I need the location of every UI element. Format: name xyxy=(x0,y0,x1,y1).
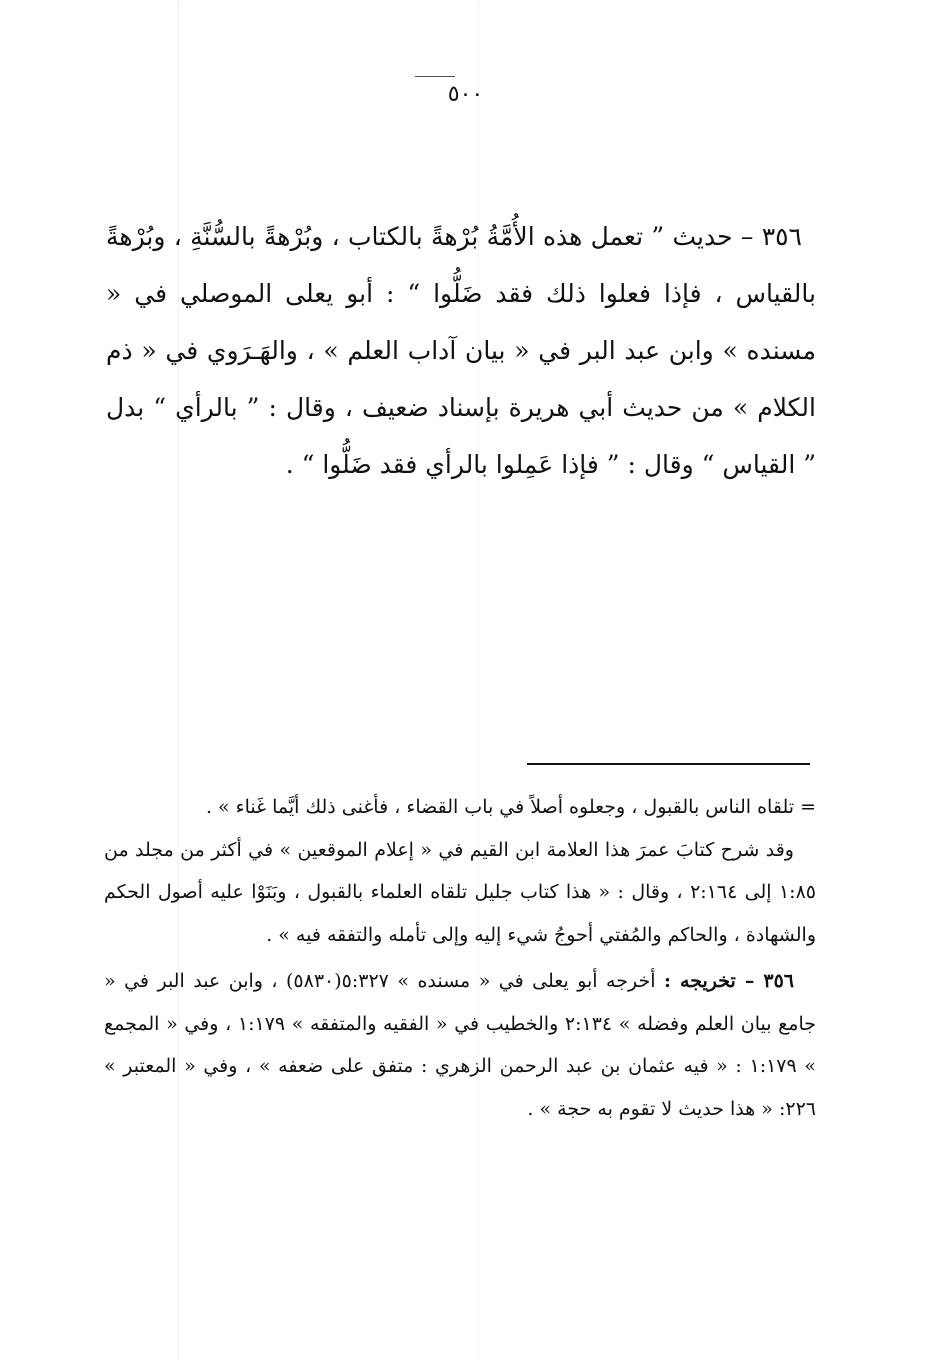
footnote-continuation: = تلقاه الناس بالقبول ، وجعلوه أصلاً في باب القضاء ، فأغنى ذلك أيَّما غَناء » . xyxy=(205,796,816,818)
footnote-paragraph: وقد شرح كتابَ عمرَ هذا العلامة ابن القيم في « إعلام الموقعين » في أكثر من مجلد من ١:٨٥ إلى ٢:١٦٤ ، وقال : « هذا كتاب جليل تلقاه العلماء بالقبول ، وبَنَوْا عليه أصول الحكم والشهادة ، والحاكم والمُفتي أحوجُ شيء إليه وإلى تأمله والتفقه فيه » . xyxy=(104,838,816,946)
footnotes-block xyxy=(104,786,816,1130)
scan-guide-line xyxy=(478,0,479,1360)
footnote-separator xyxy=(527,763,810,765)
hadith-paragraph: ٣٥٦ – حديث ” تعمل هذه الأُمَّةُ بُرْهةً بالكتاب ، وبُرْهةً بالسُّنَّةِ ، وبُرْهةً بالقياس ، فإذا فعلوا ذلك فقد ضَلُّوا “ : أبو يعلى الموصلي في « مسنده » وابن عبد البر في « بيان آداب العلم » ، والهَـرَوي في « ذم الكلام » من حديث أبي هريرة بإسناد ضعيف ، وقال : ” بالرأي “ بدل ” القياس “ وقال : ” فإذا عَمِلوا بالرأي فقد ضَلُّوا “ . xyxy=(106,222,816,479)
takhrij-label: ٣٥٦ – تخريجه : xyxy=(663,970,794,992)
takhrij-paragraph xyxy=(104,960,816,1130)
scan-guide-line xyxy=(178,0,179,1360)
page-number: ٥٠٠ xyxy=(0,82,931,107)
takhrij-text: أخرجه أبو يعلى في « مسنده » ٥:٣٢٧(٥٨٣٠) ، وابن عبد البر في « جامع بيان العلم وفضله » ٢:١٣٤ والخطيب في « الفقيه والمتفقه » ١:١٧٩ ، وفي « المجمع » ١:١٧٩ : « فيه عثمان بن عبد الرحمن الزهري : متفق على ضعفه » ، وفي « المعتبر » ٢٢٦: « هذا حديث لا تقوم به حجة » . xyxy=(104,970,816,1120)
main-text-block xyxy=(106,208,816,493)
